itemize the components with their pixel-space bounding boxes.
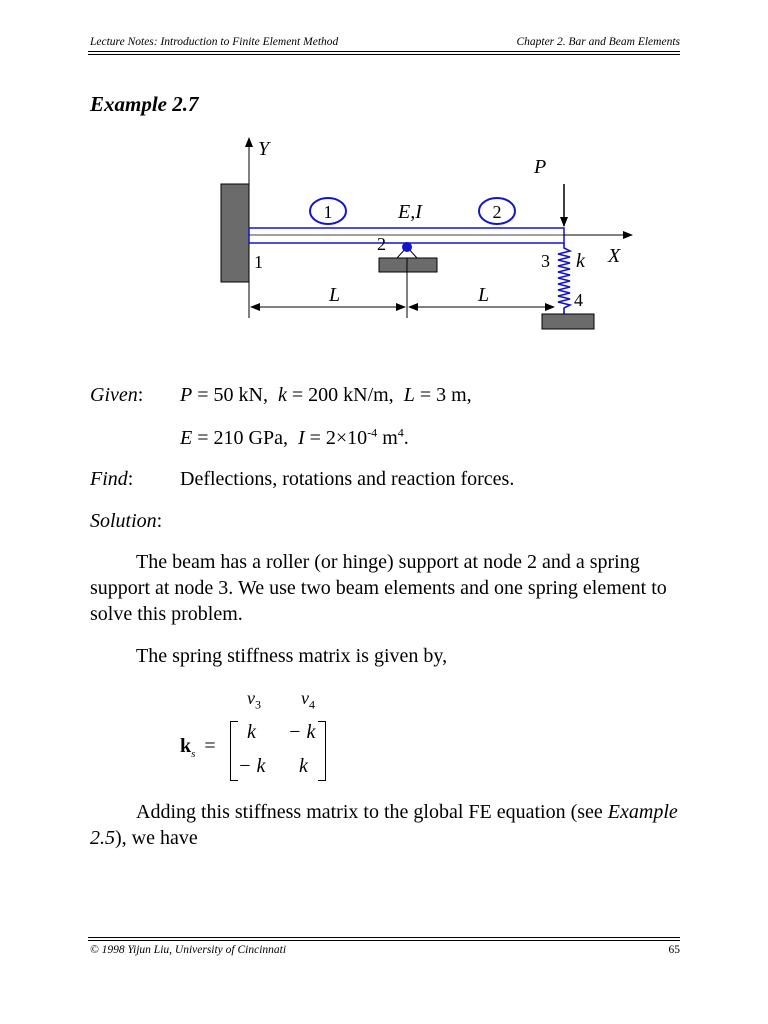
footer-rule-top bbox=[88, 937, 680, 938]
element-2-label: 2 bbox=[492, 202, 502, 222]
paragraph-2: The spring stiffness matrix is given by, bbox=[136, 645, 448, 667]
find-label-line: Find: bbox=[90, 468, 134, 490]
beam bbox=[249, 228, 564, 243]
matrix-r1c1: k bbox=[247, 721, 256, 743]
matrix-r2c2: k bbox=[299, 755, 308, 777]
var-e: E bbox=[180, 427, 193, 449]
material-properties-label: E,I bbox=[398, 201, 422, 223]
value-k: = 200 kN/m, bbox=[286, 384, 404, 406]
value-i: = 2×10 bbox=[304, 427, 368, 449]
hinge-ground bbox=[379, 258, 437, 272]
paragraph-3-text-b: ), we have bbox=[115, 827, 198, 849]
find-label: Find bbox=[90, 468, 128, 490]
matrix-r2c1: − k bbox=[238, 755, 266, 777]
paragraph-3 bbox=[90, 799, 680, 851]
unit-i-exponent: 4 bbox=[397, 425, 404, 440]
given-line-2 bbox=[180, 425, 409, 451]
paragraph-3-text-a: Adding this stiffness matrix to the global FE equation (see bbox=[136, 801, 608, 823]
given-line-1 bbox=[180, 382, 472, 408]
matrix-col-2-header: $v_4$ bbox=[301, 688, 315, 712]
value-p: = 50 kN, bbox=[192, 384, 278, 406]
x-axis-label: X bbox=[608, 245, 621, 267]
footer-copyright: © 1998 Yijun Liu, University of Cincinnati bbox=[90, 944, 287, 956]
solution-label-line: Solution: bbox=[90, 510, 163, 532]
footer-rule-bottom bbox=[88, 940, 680, 941]
example-title: Example 2.7 bbox=[90, 92, 199, 116]
spring-ground bbox=[542, 314, 594, 329]
matrix-r1c2: − k bbox=[288, 721, 316, 743]
given-label-line: Given: bbox=[90, 384, 144, 406]
value-l: = 3 m, bbox=[414, 384, 472, 406]
var-i: I bbox=[297, 427, 305, 449]
matrix-right-bracket bbox=[318, 721, 326, 781]
var-p: P bbox=[180, 384, 193, 406]
beam-diagram bbox=[0, 0, 768, 360]
element-1-label: 1 bbox=[323, 202, 333, 222]
length-2-label: L bbox=[478, 284, 490, 306]
solution-label: Solution bbox=[90, 510, 157, 532]
y-axis-label: Y bbox=[258, 138, 270, 160]
find-text: Deflections, rotations and reaction forces. bbox=[180, 468, 515, 490]
node-4-label: 4 bbox=[574, 290, 583, 310]
spring bbox=[558, 243, 570, 314]
given-label: Given bbox=[90, 384, 138, 406]
unit-i: m bbox=[377, 427, 398, 449]
header-chapter-title: Chapter 2. Bar and Beam Elements bbox=[516, 36, 680, 48]
value-i-exponent: -4 bbox=[367, 425, 378, 440]
value-e: = 210 GPa, bbox=[192, 427, 298, 449]
spring-stiffness-label: k bbox=[576, 250, 585, 272]
given-line-2-end: . bbox=[403, 427, 409, 449]
var-k: k bbox=[277, 384, 287, 406]
length-1-label: L bbox=[329, 284, 341, 306]
load-label: P bbox=[534, 156, 547, 178]
node-2-label: 2 bbox=[377, 234, 386, 254]
node-2-dot bbox=[402, 242, 412, 252]
matrix-left-bracket bbox=[230, 721, 238, 781]
header-course-title: Lecture Notes: Introduction to Finite Element Method bbox=[90, 36, 339, 48]
node-1-label: 1 bbox=[254, 252, 263, 272]
example-reference: Example 2.5 bbox=[90, 801, 678, 849]
wall-support bbox=[221, 184, 249, 282]
matrix-symbol: $k_s$ = bbox=[180, 735, 216, 760]
paragraph-1: The beam has a roller (or hinge) support at node 2 and a spring support at node 3. We use two beam elements and one spring element to solve this problem. bbox=[90, 551, 667, 625]
matrix-col-1-header: $v_3$ bbox=[247, 688, 261, 712]
var-l: L bbox=[403, 384, 415, 406]
node-3-label: 3 bbox=[541, 251, 550, 271]
page-number: 65 bbox=[668, 944, 680, 956]
stiffness-matrix bbox=[180, 686, 350, 786]
